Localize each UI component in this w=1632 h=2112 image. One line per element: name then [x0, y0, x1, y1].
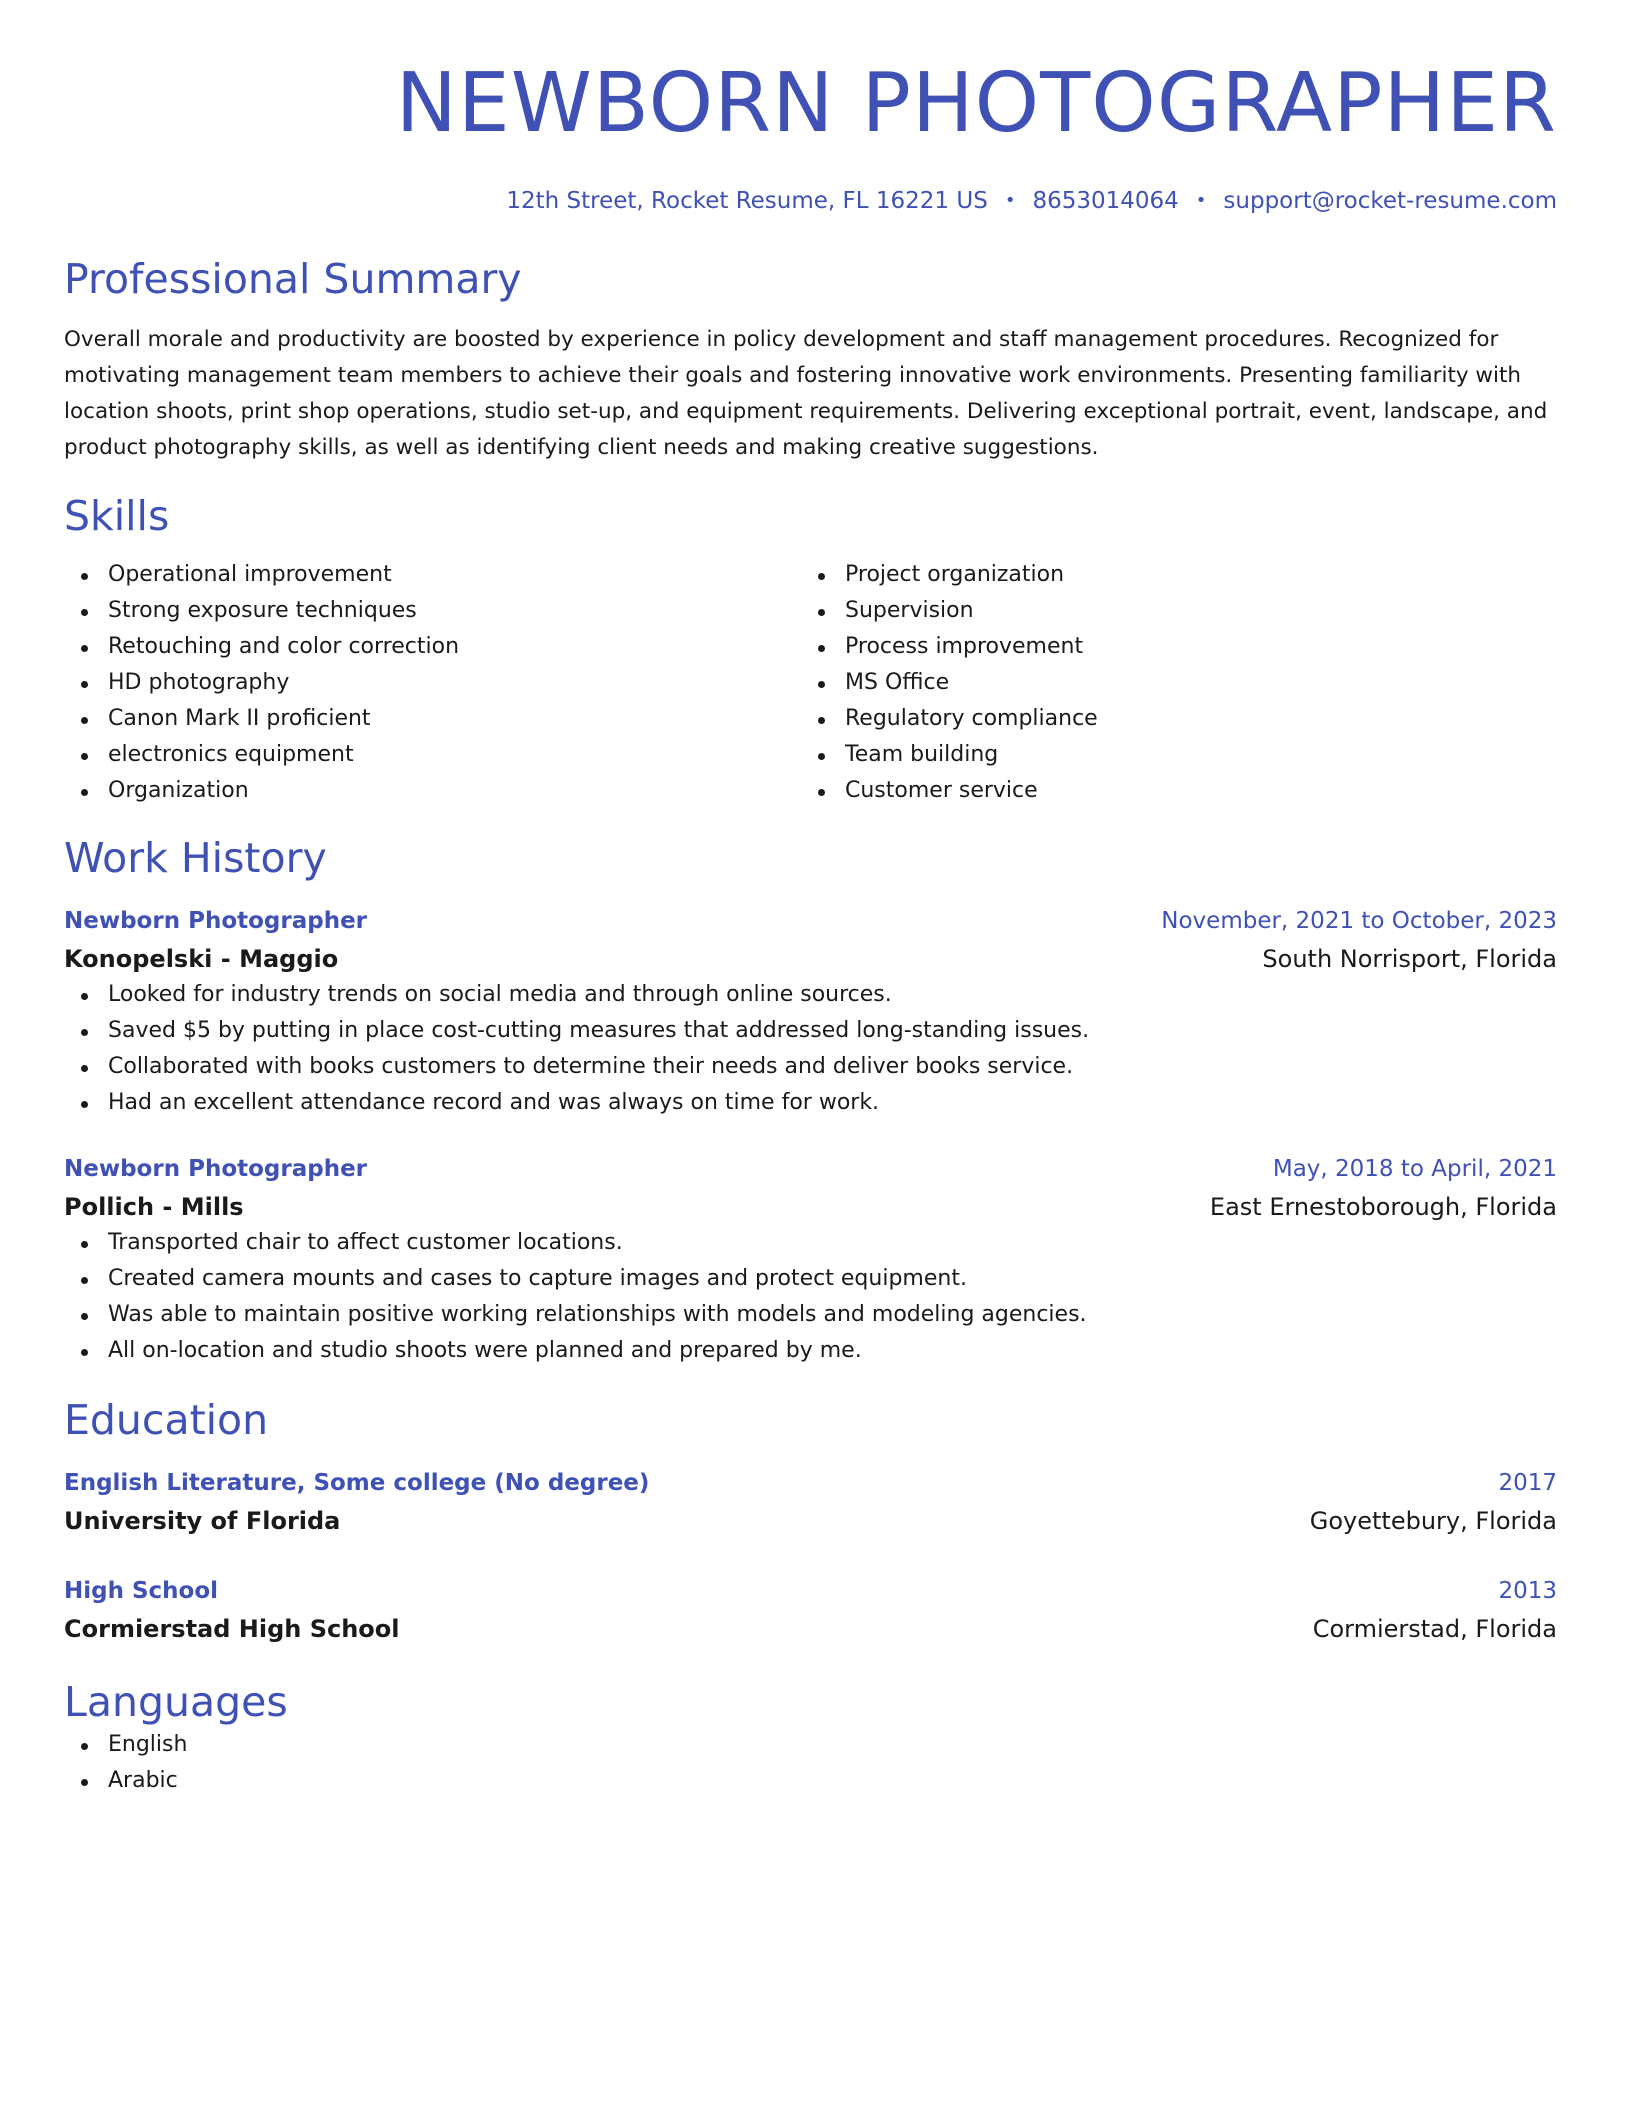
summary-text: Overall morale and productivity are boosted by experience in policy development and staff management procedures. Recognized for motivating management team members to achieve their goals and fostering innovative work environments. Presenting familiarity with location shoots, print shop operations, studio set-up, and equipment requirements. Delivering exceptional portrait, event, landscape, and product photography skills, as well as identifying client needs and making creative suggestions.: [64, 327, 1548, 460]
duty-item: Saved $5 by putting in place cost-cutting measures that addressed long-standing issues.: [64, 1013, 1557, 1049]
job-dates: November, 2021 to October, 2023: [1161, 908, 1557, 934]
duty-item: Had an excellent attendance record and was always on time for work.: [64, 1085, 1557, 1121]
education-entry: [64, 1465, 1557, 1539]
duty-item: Looked for industry trends on social media and through online sources.: [64, 977, 1557, 1013]
duty-item: Collaborated with books customers to determine their needs and deliver books service.: [64, 1049, 1557, 1085]
job-location: South Norrisport, Florida: [1262, 945, 1557, 973]
separator-dot: •: [1004, 190, 1016, 211]
skills-list-left: [64, 557, 801, 809]
skill-item: Organization: [64, 773, 801, 809]
skills-columns: [64, 557, 1557, 809]
summary-heading: Professional Summary: [64, 255, 522, 303]
skill-item: HD photography: [64, 665, 801, 701]
contact-email[interactable]: support@rocket-resume.com: [1223, 188, 1557, 214]
job-entry: [64, 1151, 1557, 1369]
language-item: Arabic: [64, 1763, 1557, 1799]
skill-item: Regulatory compliance: [801, 701, 1538, 737]
job-duties: [64, 1225, 1557, 1369]
school-location: Cormierstad, Florida: [1312, 1615, 1557, 1643]
skill-item: Retouching and color correction: [64, 629, 801, 665]
company-name: Pollich - Mills: [64, 1193, 244, 1221]
graduation-year: 2013: [1498, 1578, 1557, 1604]
job-dates: May, 2018 to April, 2021: [1272, 1156, 1557, 1182]
education-entry: [64, 1573, 1557, 1647]
duty-item: Created camera mounts and cases to capture images and protect equipment.: [64, 1261, 1557, 1297]
language-item: English: [64, 1727, 1557, 1763]
degree-name: High School: [64, 1578, 219, 1604]
candidate-name: NEWBORN PHOTOGRAPHER: [395, 56, 1557, 151]
school-location: Goyettebury, Florida: [1309, 1507, 1557, 1535]
skill-item: Operational improvement: [64, 557, 801, 593]
duty-item: All on-location and studio shoots were planned and prepared by me.: [64, 1333, 1557, 1369]
skill-item: Team building: [801, 737, 1538, 773]
skill-item: Canon Mark II proficient: [64, 701, 801, 737]
duty-item: Was able to maintain positive working relationships with models and modeling agencies.: [64, 1297, 1557, 1333]
contact-line: [64, 186, 1557, 216]
graduation-year: 2017: [1498, 1470, 1557, 1496]
degree-name: English Literature, Some college (No degree): [64, 1470, 650, 1496]
contact-phone: 8653014064: [1032, 188, 1179, 214]
skill-item: Process improvement: [801, 629, 1538, 665]
languages-heading: Languages: [64, 1678, 288, 1726]
job-entry: [64, 903, 1557, 1121]
job-duties: [64, 977, 1557, 1121]
school-name: University of Florida: [64, 1507, 341, 1535]
job-title: Newborn Photographer: [64, 1156, 368, 1182]
skill-item: electronics equipment: [64, 737, 801, 773]
skill-item: Customer service: [801, 773, 1538, 809]
duty-item: Transported chair to affect customer locations.: [64, 1225, 1557, 1261]
skill-item: Strong exposure techniques: [64, 593, 801, 629]
education-heading: Education: [64, 1396, 269, 1444]
contact-address: 12th Street, Rocket Resume, FL 16221 US: [506, 188, 988, 214]
skill-item: Supervision: [801, 593, 1538, 629]
job-location: East Ernestoborough, Florida: [1209, 1193, 1557, 1221]
company-name: Konopelski - Maggio: [64, 945, 339, 973]
skills-heading: Skills: [64, 492, 170, 540]
resume-page: [64, 0, 1557, 1799]
skill-item: MS Office: [801, 665, 1538, 701]
skills-list-right: [801, 557, 1538, 809]
school-name: Cormierstad High School: [64, 1615, 400, 1643]
languages-list: [64, 1727, 1557, 1799]
separator-dot: •: [1195, 190, 1207, 211]
work-history-heading: Work History: [64, 834, 327, 882]
job-title: Newborn Photographer: [64, 908, 368, 934]
skill-item: Project organization: [801, 557, 1538, 593]
